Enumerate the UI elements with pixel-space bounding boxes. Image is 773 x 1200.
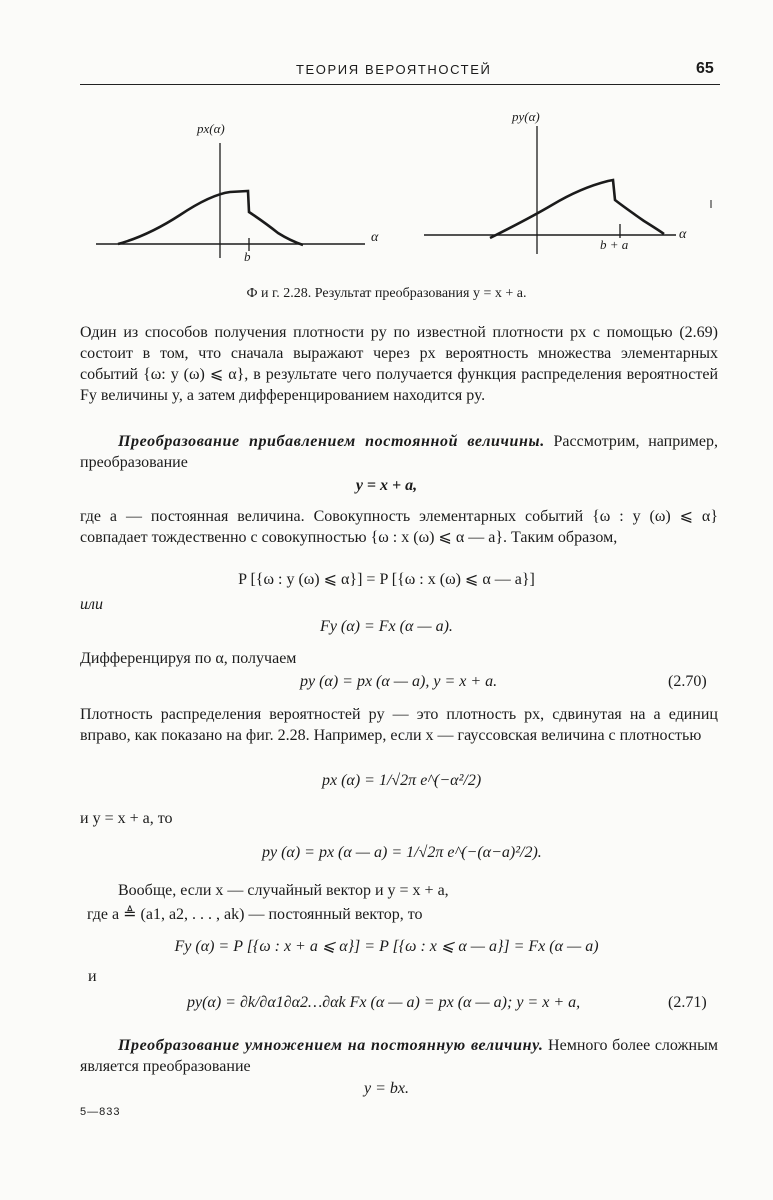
left-x-label: α xyxy=(371,230,379,245)
page-number: 65 xyxy=(696,60,714,77)
section-heading-add-constant: Преобразование прибавлением постоянной величины. xyxy=(118,433,545,450)
section-heading-multiply-constant: Преобразование умножением на постоянную величину. xyxy=(118,1037,544,1054)
word-ili: или xyxy=(80,596,103,613)
right-x-label: α xyxy=(679,227,687,242)
equation-number-2-70: (2.70) xyxy=(668,673,707,690)
left-y-label: px(α) xyxy=(197,121,225,136)
paragraph-intro: Один из способов получения плотности py по известной плотности px с помощью (2.69) состоит в том, что сначала выражают через px вероятность множества элементарных событий {ω: y (ω) ⩽ α}, в результате чего получается функция распределения вероятностей Fy величины y, а затем дифференцированием находится py. xyxy=(80,324,718,404)
equation-shifted-gaussian: py (α) = px (α — a) = 1/√2π e^(−(α−a)²/2). xyxy=(262,844,542,861)
left-graph xyxy=(96,143,365,258)
figure-2-28 xyxy=(0,0,773,285)
paragraph-random-vector: Вообще, если x — случайный вектор и y = x + a, xyxy=(118,882,449,899)
figure-caption: Ф и г. 2.28. Результат преобразования y = x + a. xyxy=(246,286,527,301)
paragraph-density-shifted: Плотность распределения вероятностей py — это плотность px, сдвинутая на a единиц вправо, как показано на фиг. 2.28. Например, если x — гауссовская величина с плотностью xyxy=(80,706,718,744)
equation-gaussian-density: px (α) = 1/√2π e^(−α²/2) xyxy=(322,772,482,789)
equation-vector-distribution: Fy (α) = P [{ω : x + a ⩽ α}] = P [{ω : x ⩽ α — a}] = Fx (α — a) xyxy=(174,938,599,955)
equation-y-bx: y = bx. xyxy=(364,1080,409,1097)
section-add-constant xyxy=(80,431,718,473)
paragraph-differentiating: Дифференцируя по α, получаем xyxy=(80,650,297,667)
equation-density-shift: py (α) = px (α — a), y = x + a. xyxy=(300,673,498,690)
equation-y-x-plus-a: y = x + a, xyxy=(355,477,418,494)
equation-probability-sets: P [{ω : y (ω) ⩽ α}] = P [{ω : x (ω) ⩽ α — a}] xyxy=(238,571,535,588)
section-text-add-constant: Рассмотрим, например, преобразование xyxy=(80,433,719,471)
right-y-label: py(α) xyxy=(512,109,540,124)
word-i: и xyxy=(88,968,97,985)
right-graph xyxy=(424,126,711,254)
right-density-curve xyxy=(490,180,664,238)
equation-number-2-71: (2.71) xyxy=(668,994,707,1011)
right-marker-label: b + a xyxy=(600,237,629,252)
left-marker-label: b xyxy=(244,249,251,264)
section-text-multiply-constant: Немного более сложным является преобразование xyxy=(80,1037,718,1075)
section-multiply-constant xyxy=(80,1035,718,1077)
left-density-curve xyxy=(118,191,303,245)
running-header-title: ТЕОРИЯ ВЕРОЯТНОСТЕЙ xyxy=(296,62,492,77)
paragraph-constant-vector: где a ≜ (a1, a2, . . . , ak) — постоянный вектор, то xyxy=(87,906,423,923)
equation-vector-density: py(α) = ∂k/∂α1∂α2…∂αk Fx (α — a) = px (α — a); y = x + a, xyxy=(187,994,581,1011)
paragraph-constant-events: где a — постоянная величина. Совокупность элементарных событий {ω : y (ω) ⩽ α} совпадает тождественно с совокупностью {ω : x (ω) ⩽ α — a}. Таким образом, xyxy=(80,508,718,546)
signature-mark: 5—833 xyxy=(80,1106,121,1118)
equation-distribution-shift: Fy (α) = Fx (α — a). xyxy=(320,618,453,635)
paragraph-and-y: и y = x + a, то xyxy=(80,810,173,827)
